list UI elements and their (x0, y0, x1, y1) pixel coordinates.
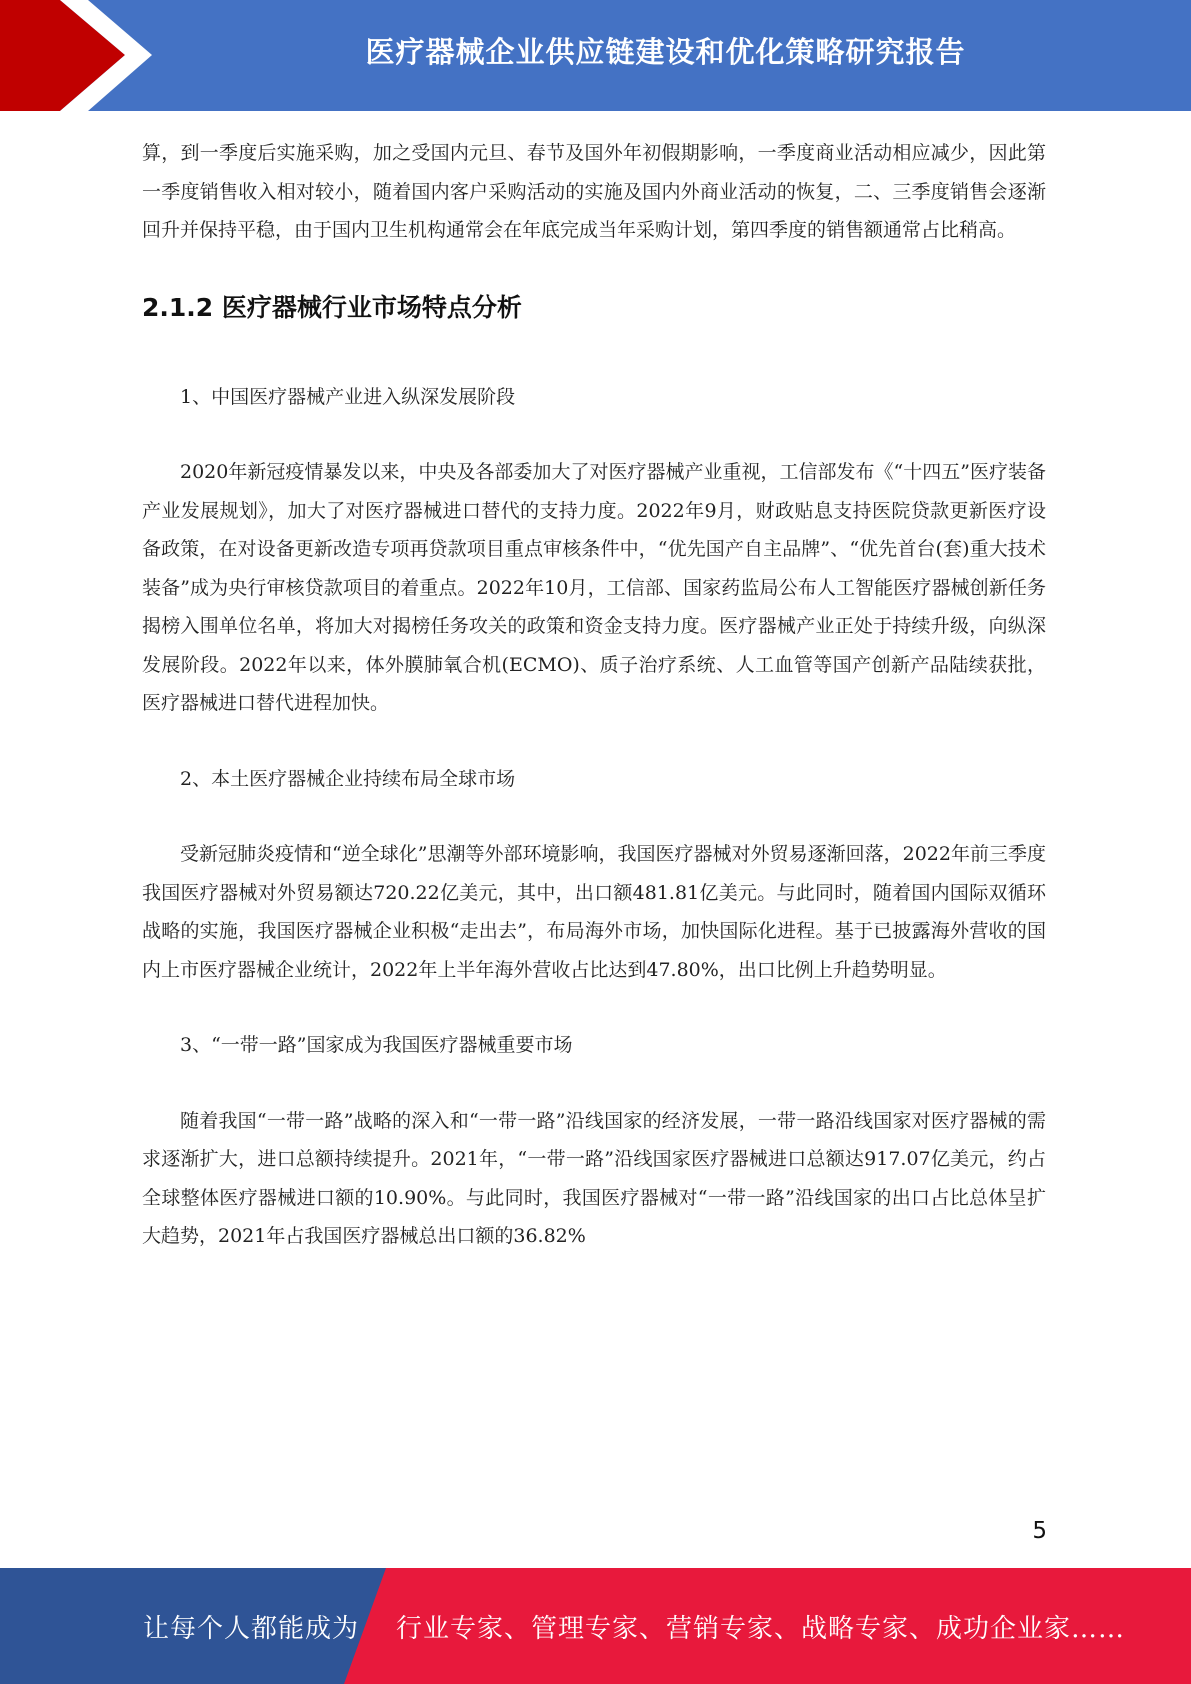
item-body-1: 2020年新冠疫情暴发以来，中央及各部委加大了对医疗器械产业重视，工信部发布《“十四五”医疗装备产业发展规划》，加大了对医疗器械进口替代的支持力度。2022年9月，财政贴息支持医院贷款更新医疗设备政策，在对设备更新改造专项再贷款项目重点审核条件中，“优先国产自主品牌”、“优先首台(套)重大技术装备”成为央行审核贷款项目的着重点。2022年10月，工信部、国家药监局公布人工智能医疗器械创新任务揭榜入围单位名单，将加大对揭榜任务攻关的政策和资金支持力度。医疗器械产业正处于持续升级，向纵深发展阶段。2022年以来，体外膜肺氧合机(ECMO)、质子治疗系统、人工血管等国产创新产品陆续获批，医疗器械进口替代进程加快。 (142, 461, 1046, 714)
header-arrow-decoration (0, 0, 160, 111)
report-title: 医疗器械企业供应链建设和优化策略研究报告 (365, 34, 966, 69)
item-body-2: 受新冠肺炎疫情和“逆全球化”思潮等外部环境影响，我国医疗器械对外贸易逐渐回落，2022年前三季度我国医疗器械对外贸易额达720.22亿美元，其中，出口额481.81亿美元。与此同时，随着国内国际双循环战略的实施，我国医疗器械企业积极“走出去”，布局海外市场，加快国际化进程。基于已披露海外营收的国内上市医疗器械企业统计，2022年上半年海外营收占比达到47.80%，出口比例上升趋势明显。 (142, 843, 1046, 981)
footer-bar (0, 1568, 1191, 1684)
intro-paragraph: 算，到一季度后实施采购，加之受国内元旦、春节及国外年初假期影响，一季度商业活动相应减少，因此第一季度销售收入相对较小，随着国内客户采购活动的实施及国内外商业活动的恢复，二、三季度销售会逐渐回升并保持平稳，由于国内卫生机构通常会在年底完成当年采购计划，第四季度的销售额通常占比稍高。 (142, 142, 1046, 241)
item-title-2: 2、本土医疗器械企业持续布局全球市场 (180, 767, 516, 790)
header-bar (0, 0, 1191, 111)
section-heading: 2.1.2 医疗器械行业市场特点分析 (142, 292, 522, 322)
item-title-1: 1、中国医疗器械产业进入纵深发展阶段 (180, 385, 516, 408)
footer-slogan-right: 行业专家、管理专家、营销专家、战略专家、成功企业家…… (396, 1613, 1126, 1644)
page-number: 5 (1032, 1518, 1047, 1544)
document-body (142, 134, 1046, 1256)
footer-slogan-left: 让每个人都能成为 (143, 1613, 360, 1644)
item-body-3: 随着我国“一带一路”战略的深入和“一带一路”沿线国家的经济发展，一带一路沿线国家对医疗器械的需求逐渐扩大，进口总额持续提升。2021年，“一带一路”沿线国家医疗器械进口总额达917.07亿美元，约占全球整体医疗器械进口额的10.90%。与此同时，我国医疗器械对“一带一路”沿线国家的出口占比总体呈扩大趋势，2021年占我国医疗器械总出口额的36.82% (142, 1109, 1046, 1247)
item-title-3: 3、“一带一路”国家成为我国医疗器械重要市场 (180, 1034, 573, 1056)
